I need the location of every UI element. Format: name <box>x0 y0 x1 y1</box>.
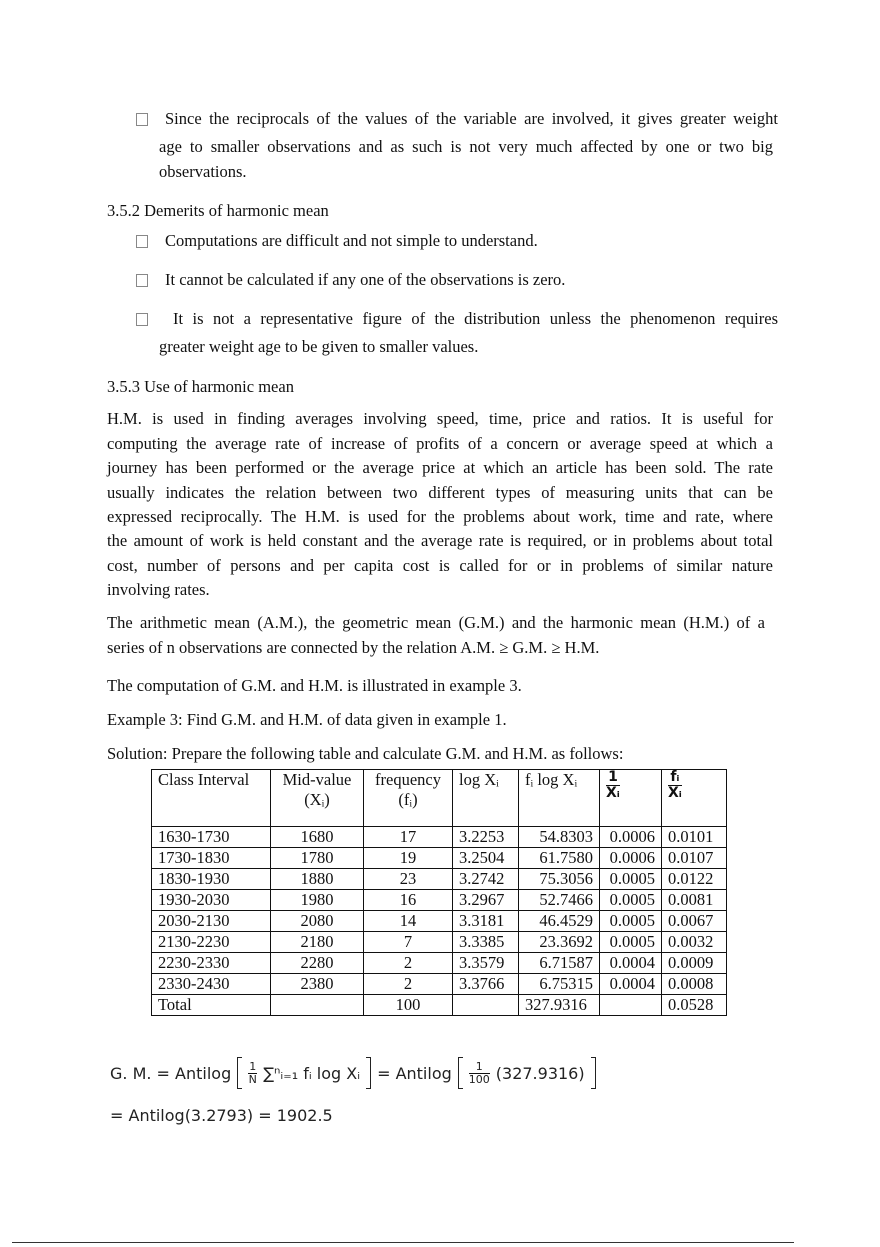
cell-frequency: 7 <box>364 932 453 953</box>
cell-class-interval: 1830-1930 <box>152 869 271 890</box>
header-class-interval: Class Interval <box>152 770 271 827</box>
cell-f-log-x: 54.8303 <box>519 827 600 848</box>
list-item: Computations are difficult and not simple to understand. <box>165 231 538 250</box>
cell-mid-value: 1780 <box>271 848 364 869</box>
paragraph-line: computing the average rate of increase of profits of a concern or average speed at which a <box>107 434 773 453</box>
cell-reciprocal: 0.0005 <box>600 911 662 932</box>
table-row <box>152 932 727 953</box>
table-row <box>152 869 727 890</box>
data-table <box>151 769 727 1016</box>
table-total-row <box>152 995 727 1016</box>
total-cell-mid-value <box>271 995 364 1016</box>
cell-log-x: 3.2504 <box>453 848 519 869</box>
f-over-x-fraction: $\frac{\text{fᵢ}}{\text{Xᵢ}}$ <box>668 769 682 801</box>
paragraph-line: journey has been performed or the average price at which an article has been sold. The rate <box>107 458 773 477</box>
cell-mid-value: 1880 <box>271 869 364 890</box>
cell-log-x: 3.3181 <box>453 911 519 932</box>
computation-line: The computation of G.M. and H.M. is illustrated in example 3. <box>107 676 522 695</box>
bracket-open-icon <box>237 1057 242 1089</box>
footer-divider <box>12 1242 794 1243</box>
header-mid-value: Mid-value (Xᵢ) <box>271 770 364 827</box>
cell-f-over-x: 0.0032 <box>662 932 727 953</box>
relation-line: The arithmetic mean (A.M.), the geometric mean (G.M.) and the harmonic mean (H.M.) of a <box>107 613 765 632</box>
equals-antilog: = Antilog <box>377 1063 452 1083</box>
cell-f-over-x: 0.0101 <box>662 827 727 848</box>
bullet-marker <box>136 313 148 326</box>
paragraph-line: the amount of work is held constant and the average rate is required, or in problems about total <box>107 531 773 550</box>
cell-mid-value: 2180 <box>271 932 364 953</box>
table-row <box>152 848 727 869</box>
cell-f-log-x: 46.4529 <box>519 911 600 932</box>
cell-f-log-x: 6.71587 <box>519 953 600 974</box>
bracket-close-icon <box>591 1057 596 1089</box>
cell-class-interval: 2030-2130 <box>152 911 271 932</box>
cell-frequency: 19 <box>364 848 453 869</box>
cell-f-over-x: 0.0081 <box>662 890 727 911</box>
list-item: It is not a representative figure of the distribution unless the phenomenon requires <box>173 309 778 328</box>
table-header-row <box>152 770 727 827</box>
cell-f-log-x: 75.3056 <box>519 869 600 890</box>
bracket-close-icon <box>366 1057 371 1089</box>
paragraph-line: H.M. is used in finding averages involving speed, time, price and ratios. It is useful for <box>107 409 773 428</box>
bullet-marker <box>136 113 148 126</box>
cell-frequency: 2 <box>364 953 453 974</box>
cell-log-x: 3.2967 <box>453 890 519 911</box>
cell-f-over-x: 0.0009 <box>662 953 727 974</box>
table-row <box>152 974 727 995</box>
table-row <box>152 827 727 848</box>
reciprocal-fraction: $\frac{1}{\text{Xᵢ}}$ <box>606 769 620 801</box>
cell-class-interval: 1930-2030 <box>152 890 271 911</box>
gm-result: = Antilog(3.2793) = 1902.5 <box>110 1106 333 1125</box>
merit-line: age to smaller observations and as such is not very much affected by one or two big <box>159 137 773 156</box>
cell-f-over-x: 0.0067 <box>662 911 727 932</box>
table-row <box>152 911 727 932</box>
cell-log-x: 3.3766 <box>453 974 519 995</box>
cell-mid-value: 1680 <box>271 827 364 848</box>
cell-f-log-x: 6.75315 <box>519 974 600 995</box>
bullet-marker <box>136 235 148 248</box>
cell-mid-value: 2080 <box>271 911 364 932</box>
example-line: Example 3: Find G.M. and H.M. of data given in example 1. <box>107 710 507 729</box>
header-reciprocal <box>600 770 662 827</box>
cell-class-interval: 2330-2430 <box>152 974 271 995</box>
bullet-marker <box>136 274 148 287</box>
table-row <box>152 953 727 974</box>
total-cell-class-interval: Total <box>152 995 271 1016</box>
cell-f-log-x: 52.7466 <box>519 890 600 911</box>
list-item: greater weight age to be given to smaller values. <box>159 337 479 356</box>
total-cell-frequency: 100 <box>364 995 453 1016</box>
cell-frequency: 2 <box>364 974 453 995</box>
cell-log-x: 3.2742 <box>453 869 519 890</box>
cell-f-over-x: 0.0122 <box>662 869 727 890</box>
section-heading-demerits: 3.5.2 Demerits of harmonic mean <box>107 201 329 220</box>
total-cell-log-x <box>453 995 519 1016</box>
cell-frequency: 16 <box>364 890 453 911</box>
list-item: It cannot be calculated if any one of the observations is zero. <box>165 270 566 289</box>
cell-log-x: 3.2253 <box>453 827 519 848</box>
cell-class-interval: 2130-2230 <box>152 932 271 953</box>
cell-reciprocal: 0.0006 <box>600 848 662 869</box>
cell-f-log-x: 23.3692 <box>519 932 600 953</box>
bracket-open-icon <box>458 1057 463 1089</box>
merit-line: Since the reciprocals of the values of the variable are involved, it gives greater weight <box>165 109 778 128</box>
solution-line: Solution: Prepare the following table and calculate G.M. and H.M. as follows: <box>107 744 624 763</box>
cell-frequency: 23 <box>364 869 453 890</box>
relation-line: series of n observations are connected by the relation A.M. ≥ G.M. ≥ H.M. <box>107 638 600 657</box>
paragraph-line: involving rates. <box>107 580 210 599</box>
value-expression: (327.9316) <box>495 1063 585 1083</box>
cell-frequency: 14 <box>364 911 453 932</box>
cell-log-x: 3.3579 <box>453 953 519 974</box>
cell-mid-value: 2380 <box>271 974 364 995</box>
cell-class-interval: 2230-2330 <box>152 953 271 974</box>
cell-reciprocal: 0.0004 <box>600 974 662 995</box>
total-cell-reciprocal <box>600 995 662 1016</box>
cell-reciprocal: 0.0005 <box>600 869 662 890</box>
merit-line: observations. <box>159 162 247 181</box>
header-log-x: log Xᵢ <box>453 770 519 827</box>
cell-f-over-x: 0.0107 <box>662 848 727 869</box>
cell-mid-value: 2280 <box>271 953 364 974</box>
cell-mid-value: 1980 <box>271 890 364 911</box>
one-over-hundred-fraction: $\frac{1}{100}$ <box>468 1059 490 1086</box>
cell-log-x: 3.3385 <box>453 932 519 953</box>
cell-reciprocal: 0.0004 <box>600 953 662 974</box>
cell-class-interval: 1730-1830 <box>152 848 271 869</box>
sum-expression: ∑ⁿᵢ₌₁ fᵢ log Xᵢ <box>263 1063 361 1083</box>
cell-f-over-x: 0.0008 <box>662 974 727 995</box>
cell-reciprocal: 0.0005 <box>600 932 662 953</box>
section-heading-use: 3.5.3 Use of harmonic mean <box>107 377 294 396</box>
one-over-n-fraction: $\frac{1}{N}$ <box>248 1059 257 1086</box>
cell-class-interval: 1630-1730 <box>152 827 271 848</box>
header-f-log-x: fᵢ log Xᵢ <box>519 770 600 827</box>
cell-frequency: 17 <box>364 827 453 848</box>
cell-f-log-x: 61.7580 <box>519 848 600 869</box>
paragraph-line: cost, number of persons and per capita cost is called for or in problems of similar nature <box>107 556 773 575</box>
gm-formula <box>110 1055 596 1091</box>
cell-reciprocal: 0.0006 <box>600 827 662 848</box>
table-row <box>152 890 727 911</box>
cell-reciprocal: 0.0005 <box>600 890 662 911</box>
header-frequency: frequency (fᵢ) <box>364 770 453 827</box>
header-f-over-x <box>662 770 727 827</box>
total-cell-f-log-x: 327.9316 <box>519 995 600 1016</box>
paragraph-line: expressed reciprocally. The H.M. is used for the problems about work, time and rate, where <box>107 507 773 526</box>
paragraph-line: usually indicates the relation between two different types of measuring units that can be <box>107 483 773 502</box>
total-cell-f-over-x: 0.0528 <box>662 995 727 1016</box>
gm-label: G. M. = Antilog <box>110 1063 232 1083</box>
